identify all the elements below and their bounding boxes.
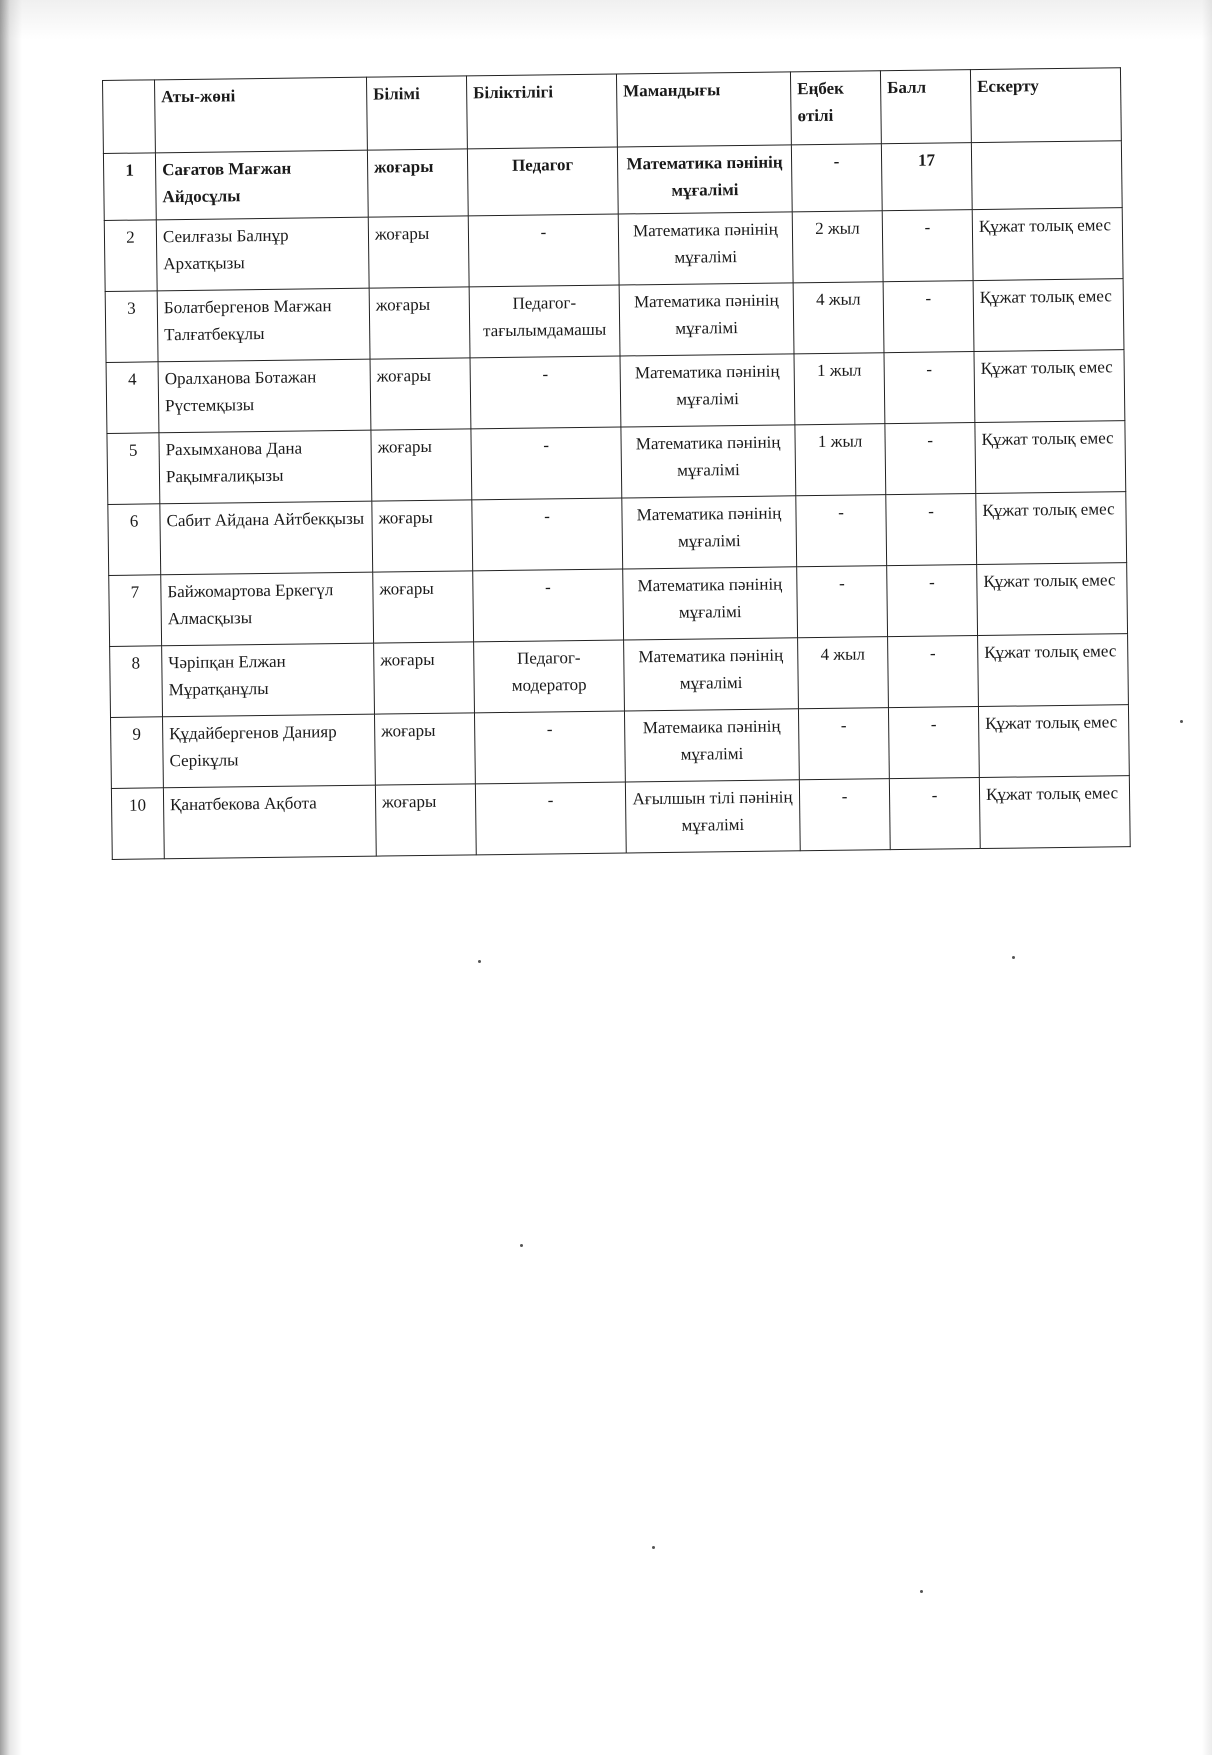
header-work-experience: Еңбек өтілі <box>790 71 881 145</box>
cell-specialty: Ағылшын тілі пәнінің мұғалімі <box>625 780 800 853</box>
header-note: Ескерту <box>970 68 1121 143</box>
scan-shadow-right <box>1202 0 1212 1755</box>
cell-qualification: Педагог <box>467 147 618 216</box>
cell-note: Құжат толық емес <box>978 634 1129 707</box>
table-row <box>103 141 1122 221</box>
cell-full-name: Болатбергенов Мағжан Талғатбекұлы <box>157 288 370 362</box>
cell-work-experience: 4 жыл <box>798 637 889 709</box>
cell-work-experience: 1 жыл <box>795 424 886 496</box>
cell-education: жоғары <box>375 784 476 856</box>
cell-note: Құжат толық емес <box>972 208 1123 281</box>
header-education: Білімі <box>366 76 467 150</box>
scan-speck <box>652 1546 655 1549</box>
header-full-name: Аты-жөні <box>155 77 368 153</box>
cell-education: жоғары <box>371 429 472 501</box>
cell-qualification: - <box>474 711 625 784</box>
table-row <box>108 492 1127 576</box>
cell-specialty: Математика пәнінің мұғалімі <box>620 354 795 427</box>
header-qualification: Біліктілігі <box>466 74 617 149</box>
scan-speck <box>1012 956 1015 959</box>
cell-number: 10 <box>111 788 164 860</box>
cell-number: 4 <box>106 362 159 434</box>
cell-full-name: Байжомартова Еркегүл Алмасқызы <box>161 572 374 646</box>
cell-education: жоғары <box>373 571 474 643</box>
header-score: Балл <box>880 70 971 144</box>
cell-work-experience: - <box>791 144 882 212</box>
cell-number: 6 <box>108 504 161 576</box>
cell-work-experience: - <box>796 495 887 567</box>
cell-score: - <box>889 778 980 850</box>
cell-specialty: Математика пәнінің мұғалімі <box>624 638 799 711</box>
cell-education: жоғары <box>369 287 470 359</box>
cell-score: - <box>883 281 974 353</box>
cell-score: 17 <box>881 143 972 211</box>
cell-work-experience: 4 жыл <box>793 282 884 354</box>
cell-number: 9 <box>111 717 164 789</box>
cell-full-name: Рахымханова Дана Рақымғалиқызы <box>159 430 372 504</box>
cell-qualification: - <box>472 498 623 571</box>
cell-qualification: - <box>473 569 624 642</box>
cell-number: 5 <box>107 433 160 505</box>
cell-specialty: Математика пәнінің мұғалімі <box>621 425 796 498</box>
cell-note: Құжат толық емес <box>979 776 1130 849</box>
cell-full-name: Сеилғазы Балнұр Архатқызы <box>156 217 369 291</box>
cell-qualification: - <box>470 356 621 429</box>
scan-speck <box>920 1590 923 1593</box>
cell-note: Құжат толық емес <box>978 705 1129 778</box>
table-row <box>107 421 1126 505</box>
scan-speck <box>1180 720 1183 723</box>
cell-education: жоғары <box>372 500 473 572</box>
table-row <box>109 563 1128 647</box>
cell-full-name: Қанатбекова Ақбота <box>163 785 376 859</box>
cell-qualification: - <box>468 214 619 287</box>
cell-full-name: Сағатов Мағжан Айдосұлы <box>155 150 368 220</box>
cell-note: Құжат толық емес <box>976 492 1127 565</box>
cell-specialty: Математика пәнінің мұғалімі <box>618 212 793 285</box>
cell-number: 3 <box>105 291 158 363</box>
cell-score: - <box>882 210 973 282</box>
cell-specialty: Математика пәнінің мұғалімі <box>619 283 794 356</box>
candidates-table <box>102 67 1131 860</box>
cell-work-experience: 1 жыл <box>794 353 885 425</box>
cell-full-name: Құдайбергенов Данияр Серікұлы <box>163 714 376 788</box>
cell-specialty: Матемаика пәнінің мұғалімі <box>624 709 799 782</box>
cell-work-experience: - <box>798 708 889 780</box>
cell-education: жоғары <box>368 216 469 288</box>
cell-work-experience: - <box>797 566 888 638</box>
scan-shadow-top <box>0 0 1212 40</box>
cell-qualification: - <box>475 782 626 855</box>
table-header-row <box>103 68 1122 154</box>
cell-score: - <box>888 707 979 779</box>
cell-education: жоғары <box>370 358 471 430</box>
cell-qualification: Педагог-модератор <box>474 640 625 713</box>
cell-specialty: Математика пәнінің мұғалімі <box>622 496 797 569</box>
table-row <box>104 208 1123 292</box>
cell-score: - <box>886 494 977 566</box>
cell-qualification: - <box>471 427 622 500</box>
cell-qualification: Педагог-тағылымдамашы <box>469 285 620 358</box>
scan-speck <box>478 960 481 963</box>
cell-education: жоғары <box>374 642 475 714</box>
cell-specialty: Математика пәнінің мұғалімі <box>623 567 798 640</box>
cell-full-name: Чәріпқан Елжан Мұратқанұлы <box>162 643 375 717</box>
cell-work-experience: 2 жыл <box>792 211 883 283</box>
header-specialty: Мамандығы <box>616 72 791 147</box>
cell-specialty: Математика пәнінің мұғалімі <box>617 145 792 214</box>
cell-note <box>971 141 1122 210</box>
cell-note: Құжат толық емес <box>974 350 1125 423</box>
cell-score: - <box>887 565 978 637</box>
cell-full-name: Сабит Айдана Айтбекқызы <box>160 501 373 575</box>
cell-full-name: Оралханова Ботажан Рүстемқызы <box>158 359 371 433</box>
table-row <box>111 705 1130 789</box>
cell-number: 7 <box>109 575 162 647</box>
candidates-table-wrapper <box>102 67 1130 860</box>
cell-note: Құжат толық емес <box>973 279 1124 352</box>
cell-work-experience: - <box>799 779 890 851</box>
cell-score: - <box>885 423 976 495</box>
scan-speck <box>520 1244 523 1247</box>
cell-note: Құжат толық емес <box>975 421 1126 494</box>
table-row <box>106 350 1125 434</box>
cell-score: - <box>884 352 975 424</box>
table-row <box>110 634 1129 718</box>
cell-number: 2 <box>104 220 157 292</box>
cell-number: 1 <box>103 153 156 221</box>
scan-shadow-left <box>0 0 22 1755</box>
cell-note: Құжат толық емес <box>977 563 1128 636</box>
table-row <box>105 279 1124 363</box>
cell-education: жоғары <box>374 713 475 785</box>
table-row <box>111 776 1130 860</box>
cell-score: - <box>888 636 979 708</box>
cell-number: 8 <box>110 646 163 718</box>
header-number <box>103 80 156 154</box>
cell-education: жоғары <box>367 149 468 217</box>
